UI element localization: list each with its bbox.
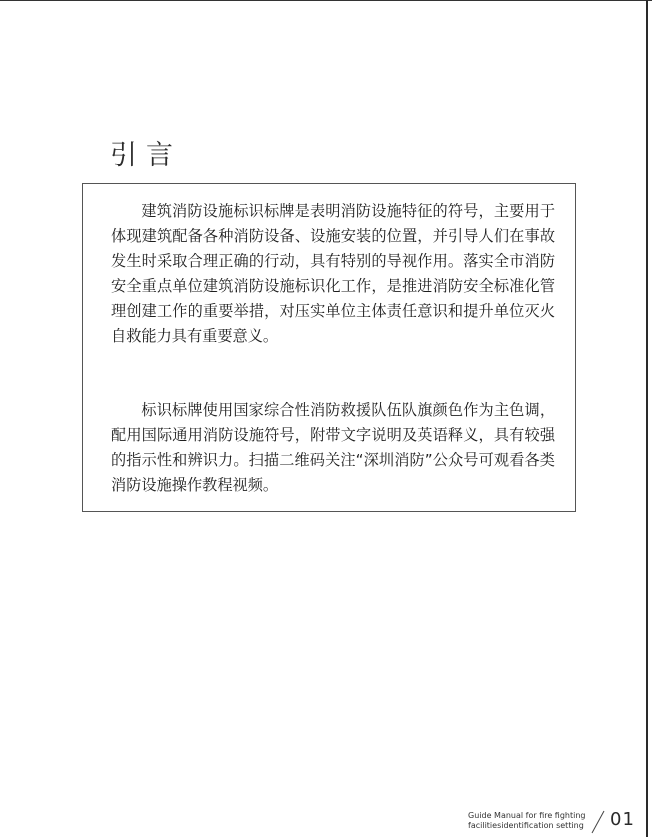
footer-caption-line-1: Guide Manual for fire fighting (468, 811, 586, 820)
footer-caption (468, 811, 586, 831)
slash-divider-icon (590, 810, 606, 834)
page-title: 引言 (110, 140, 182, 171)
top-border-line (0, 0, 652, 1)
footer-caption-line-2: facilitiesidentification setting (468, 821, 584, 830)
intro-paragraph-1: 建筑消防设施标识标牌是表明消防设施特征的符号，主要用于体现建筑配备各种消防设备、设施安装的位置，并引导人们在事故发生时采取合理正确的行动，具有特别的导视作用。落实全市消防安全重点单位建筑消防设施标识化工作，是推进消防安全标准化管理创建工作的重要举措，对压实单位主体责任意识和提升单位灭火自救能力具有重要意义。 (111, 202, 555, 345)
right-border-line (646, 0, 648, 837)
intro-paragraph-2: 标识标牌使用国家综合性消防救援队伍队旗颜色作为主色调，配用国际通用消防设施符号，附带文字说明及英语释义，具有较强的指示性和辨识力。扫描二维码关注“深圳消防”公众号可观看各类消防设施操作教程视频。 (111, 401, 555, 494)
introduction-box (82, 183, 576, 512)
page-footer (468, 810, 638, 834)
page-number: 01 (610, 809, 635, 830)
